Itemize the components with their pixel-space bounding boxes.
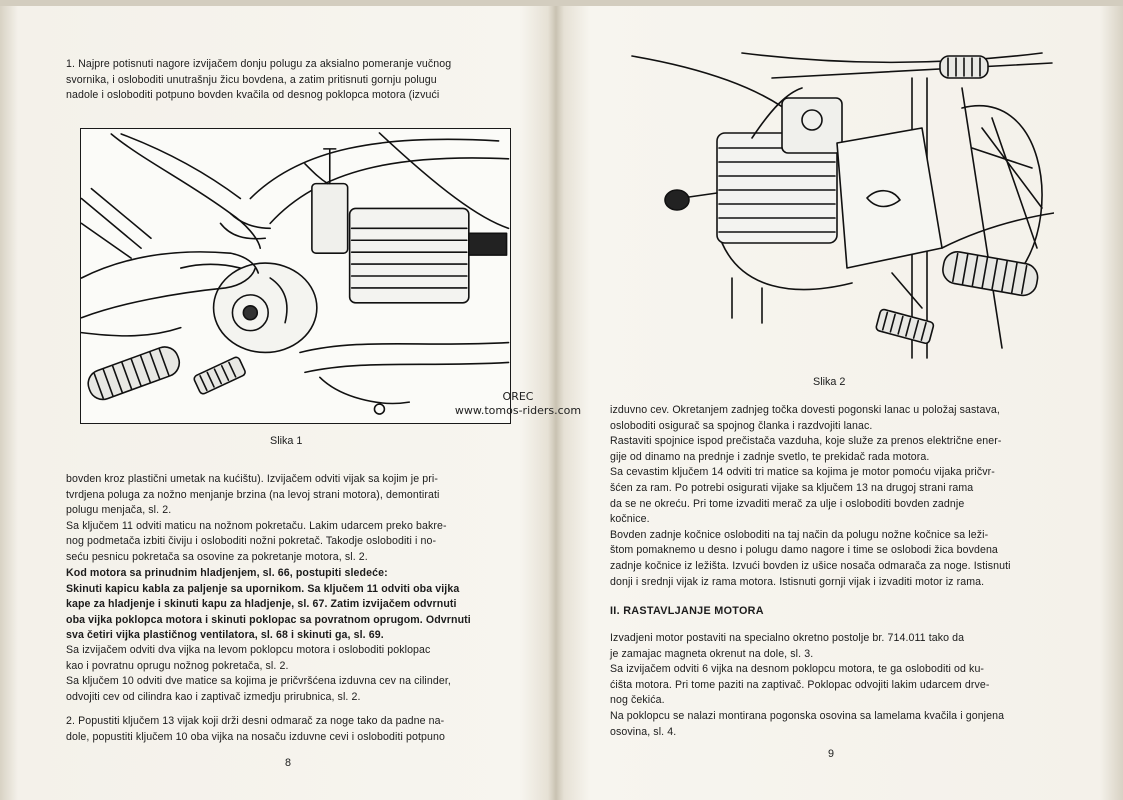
left-paragraph-4: Sa izvijačem odviti dva vijka na levom poklopcu motora i osloboditi poklopac kao i povratnu oprugu nožnog pokretača, sl. 2. Sa ključem 10 odviti dve matice sa kojima je pričvršćena izduvna cev na cilinder, odvojiti cev od cilindra kao i zaptivač izmedju prirubnica, sl. 2. — [66, 644, 451, 703]
right-page — [560, 0, 1123, 800]
left-paragraph-2: bovden kroz plastični umetak na kućištu). Izvijačem odviti vijak sa kojim je pri- tvrdjena poluga za nožno menjanje brzina (na levoj strani motora), demontirati polugu menjača, sl. 2. Sa ključem 11 odviti maticu na nožnom pokretaču. Lakim udarcem preko bakre- nog podmetača izbiti čiviju i osloboditi nožni pokretač. Takodje osloboditi i no- seću pesnicu pokretača sa osovine za pokretanje motora, sl. 2. — [66, 473, 447, 563]
figure-2-illustration — [622, 48, 1054, 360]
watermark-line-2: www.tomos-riders.com — [454, 404, 582, 417]
left-paragraph-1: 1. Najpre potisnuti nagore izvijačem donju polugu za aksialno pomeranje vučnog svornika, i osloboditi unutrašnju žicu bovdena, a zatim pritisnuti gornju polugu nadole i osloboditi potpuno bovden kvačila od desnog poklopca motora (izvući — [66, 58, 452, 102]
engine-frame-drawing — [622, 48, 1054, 360]
left-paragraph-5: 2. Popustiti ključem 13 vijak koji drži desni odmarač za noge tako da padne na- dole, popustiti ključem 10 oba vijka na nosaču izduvne cevi i osloboditi potpuno — [66, 715, 446, 743]
right-paragraph-1: izduvno cev. Okretanjem zadnjeg točka dovesti pogonski lanac u položaj sastava, osloboditi osigurač sa spojnog članka i razdvojiti lanac. Rastaviti spojnice ispod prečistača vazduha, koje služe za prenos električne ener- gije od dinamo na prednje i zadnje svetlo, te prekidač rada motora. Sa cevastim ključem 14 odviti tri matice sa kojima je motor pomoću vijaka pričvr- šćen za ram. Po potrebi osigurati vijake sa ključem 13 na drugoj strani rama da se ne okreću. Pri tome izvaditi merač za ulje i osloboditi bovden zadnje kočnice. Bovden zadnje kočnice osloboditi na taj način da polugu nožne kočnice sa leži- štom pomaknemo u desno i polugu damo nagore i time se oslobodi žica bovdena zadnje kočnice iz ležišta. Izvući bovden iz ušice nosača odmarača za noge. Istisnuti donji i srednji vijak iz rama motora. Istisnuti gornji vijak i izvaditi motor iz rama. — [610, 404, 1011, 588]
right-page-number: 9 — [828, 748, 835, 760]
figure-1-illustration — [80, 128, 511, 424]
section-title: II. RASTAVLJANJE MOTORA — [610, 605, 764, 617]
right-paragraph-2: Izvadjeni motor postaviti na specialno okretno postolje br. 714.011 tako da je zamajac magneta okrenut na dole, sl. 3. Sa izvijačem odviti 6 vijka na desnom poklopcu motora, te ga osloboditi od ku- ćišta motora. Pri tome paziti na zaptivač. Poklopac odvojiti lakim udarcem drve- nog čekića. Na poklopcu se nalazi montirana pogonska osovina sa lamelama kvačila i gonjena osovina, sl. 4. — [610, 632, 1005, 738]
figure-2-caption: Slika 2 — [813, 376, 846, 388]
watermark-line-1: OREC — [502, 390, 534, 403]
engine-hands-drawing — [81, 129, 510, 423]
left-paragraph-3-bold: Kod motora sa prinudnim hladjenjem, sl. 66, postupiti sledeće: Skinuti kapicu kabla za paljenje sa upornikom. Sa ključem 11 odviti oba vijka kape za hladjenje i skinuti kapu za hladjenje, sl. 67. Zatim izvijačem odvrnuti oba vijka poklopca motora i skinuti poklopac sa povratnom oprugom. Odvrnuti sva četiri vijka plastičnog ventilatora, sl. 68 i skinuti ga, sl. 69. — [66, 567, 471, 642]
left-page-number: 8 — [285, 757, 292, 769]
figure-1-caption: Slika 1 — [270, 435, 303, 447]
